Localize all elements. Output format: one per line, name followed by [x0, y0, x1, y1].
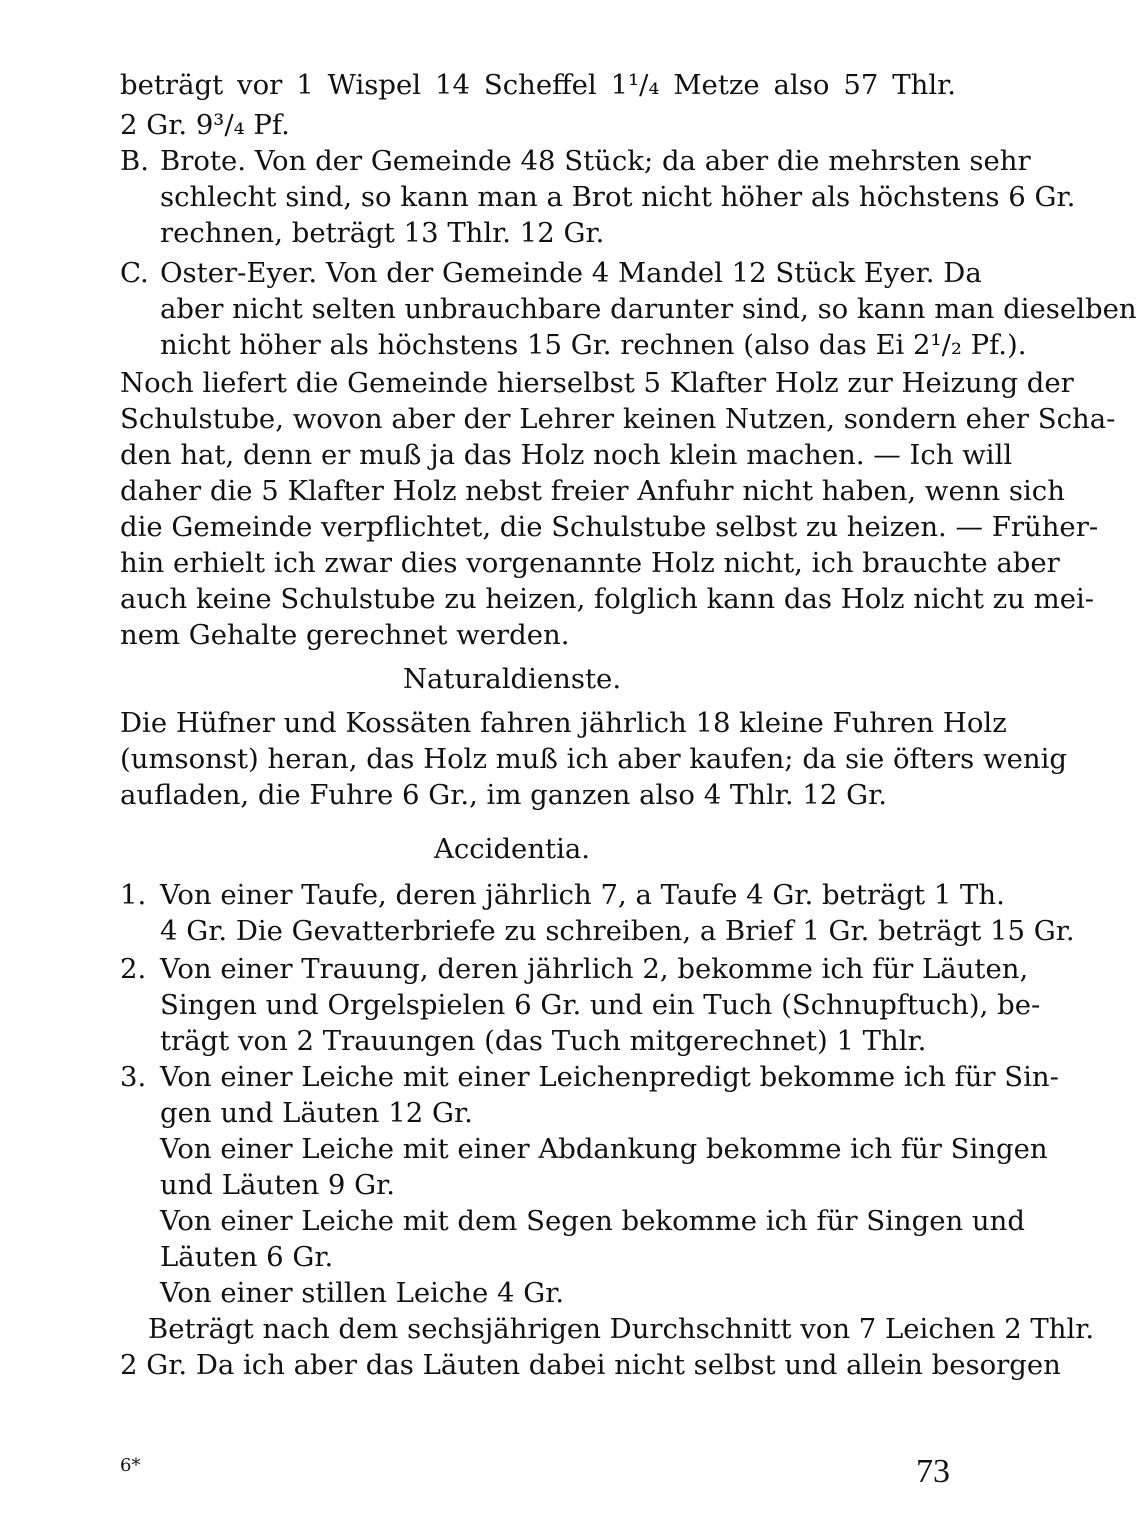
section-heading: Accidentia. — [433, 833, 591, 865]
signature-mark: 6* — [120, 1455, 141, 1476]
text-line: (umsonst) heran, das Holz muß ich aber kaufen; da sie öfters wenig — [120, 743, 1067, 775]
text-line: beträgt vor 1 Wispel 14 Scheffel 1¹/₄ Metze also 57 Thlr. — [120, 69, 956, 101]
text-line: 4 Gr. Die Gevatterbriefe zu schreiben, a Brief 1 Gr. beträgt 15 Gr. — [160, 915, 1075, 947]
text-line: Brote. Von der Gemeinde 48 Stück; da aber die mehrsten sehr — [160, 145, 1031, 177]
text-line: Von einer Taufe, deren jährlich 7, a Taufe 4 Gr. beträgt 1 Th. — [160, 879, 1005, 911]
text-line: daher die 5 Klafter Holz nebst freier Anfuhr nicht haben, wenn sich — [120, 475, 1065, 507]
text-line: trägt von 2 Trauungen (das Tuch mitgerechnet) 1 Thlr. — [160, 1025, 927, 1057]
text-line: Schulstube, wovon aber der Lehrer keinen Nutzen, sondern eher Scha- — [120, 403, 1116, 435]
text-line: aufladen, die Fuhre 6 Gr., im ganzen also 4 Thlr. 12 Gr. — [120, 779, 887, 811]
text-line: 2 Gr. Da ich aber das Läuten dabei nicht selbst und allein besorgen — [120, 1349, 1061, 1381]
text-line: die Gemeinde verpflichtet, die Schulstube selbst zu heizen. — Früher- — [120, 511, 1099, 543]
text-line: Die Hüfner und Kossäten fahren jährlich 18 kleine Fuhren Holz — [120, 707, 1007, 739]
text-line: und Läuten 9 Gr. — [160, 1169, 395, 1201]
text-line: Von einer Leiche mit einer Leichenpredigt bekomme ich für Sin- — [160, 1061, 1059, 1093]
text-line: Beträgt nach dem sechsjährigen Durchschnitt von 7 Leichen 2 Thlr. — [148, 1313, 1095, 1345]
text-line: schlecht sind, so kann man a Brot nicht höher als höchstens 6 Gr. — [160, 181, 1076, 213]
text-line: nicht höher als höchstens 15 Gr. rechnen (also das Ei 2¹/₂ Pf.). — [160, 329, 1027, 361]
text-line: Läuten 6 Gr. — [160, 1241, 334, 1273]
text-line: gen und Läuten 12 Gr. — [160, 1097, 473, 1129]
text-line: rechnen, beträgt 13 Thlr. 12 Gr. — [160, 217, 605, 249]
text-line: Noch liefert die Gemeinde hierselbst 5 Klafter Holz zur Heizung der — [120, 367, 1074, 399]
page-number: 73 — [916, 1453, 950, 1490]
text-line: aber nicht selten unbrauchbare darunter sind, so kann man dieselben — [160, 293, 1137, 325]
text-line: Von einer stillen Leiche 4 Gr. — [160, 1277, 565, 1309]
section-heading: Naturaldienste. — [402, 663, 622, 695]
list-label: 2. — [120, 953, 147, 985]
text-line: Von einer Leiche mit dem Segen bekomme ich für Singen und — [160, 1205, 1025, 1237]
list-label: C. — [120, 257, 149, 289]
text-line: auch keine Schulstube zu heizen, folglich kann das Holz nicht zu mei- — [120, 583, 1095, 615]
text-line: Singen und Orgelspielen 6 Gr. und ein Tuch (Schnupftuch), be- — [160, 989, 1041, 1021]
text-line: 2 Gr. 9³/₄ Pf. — [120, 109, 290, 141]
list-label: B. — [120, 145, 149, 177]
text-line: Von einer Leiche mit einer Abdankung bekomme ich für Singen — [160, 1133, 1048, 1165]
text-line: den hat, denn er muß ja das Holz noch klein machen. — Ich will — [120, 439, 1013, 471]
text-line: Oster-Eyer. Von der Gemeinde 4 Mandel 12 Stück Eyer. Da — [160, 257, 982, 289]
text-line: Von einer Trauung, deren jährlich 2, bekomme ich für Läuten, — [160, 953, 1029, 985]
text-line: nem Gehalte gerechnet werden. — [120, 619, 570, 651]
text-line: hin erhielt ich zwar dies vorgenannte Holz nicht, ich brauchte aber — [120, 547, 1060, 579]
list-label: 1. — [120, 879, 147, 911]
list-label: 3. — [120, 1061, 147, 1093]
